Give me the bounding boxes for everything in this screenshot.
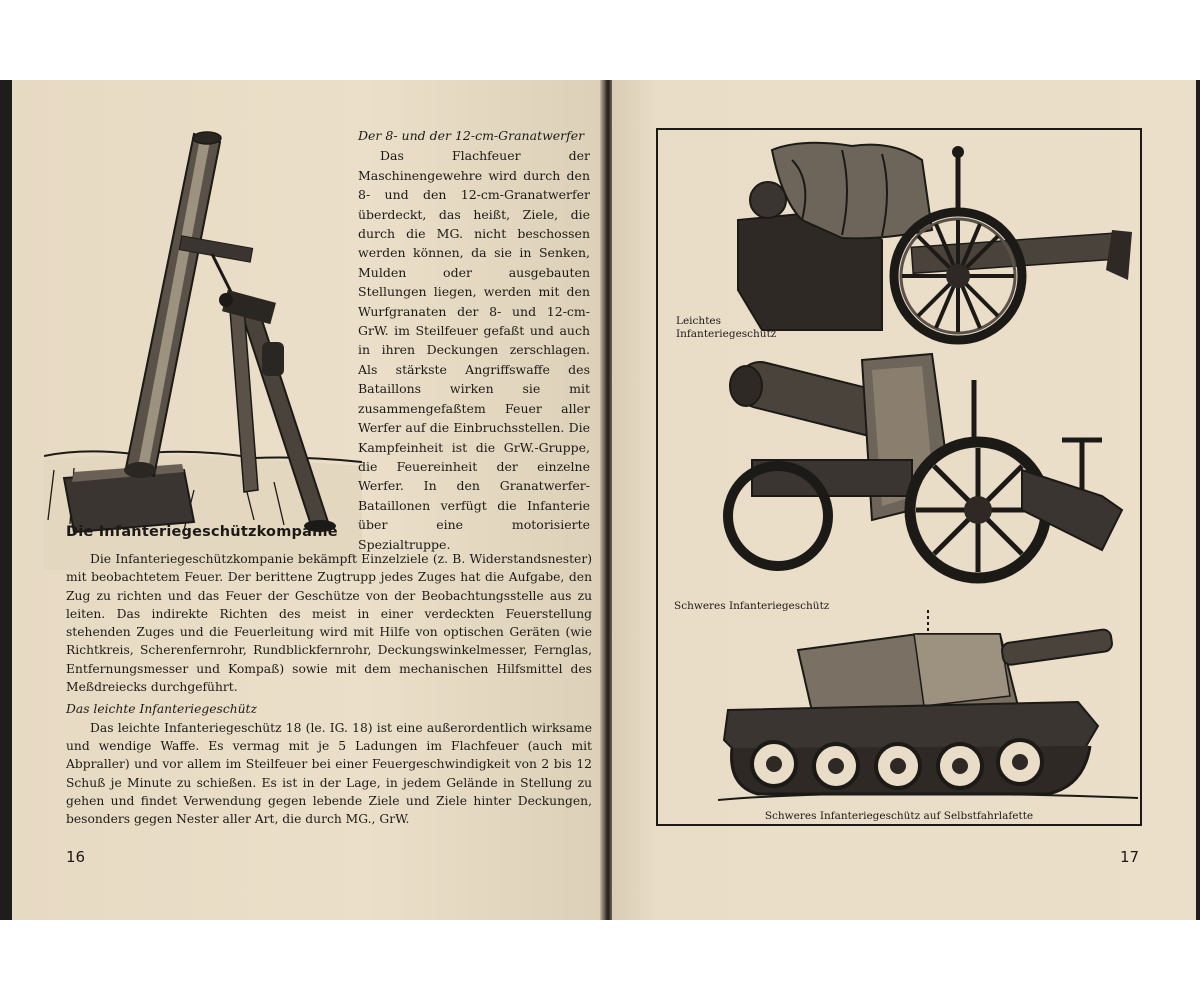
section-heading: Die Infanteriegeschützkompanie <box>66 524 338 540</box>
section-paragraph: Die Infanteriegeschützkompanie bekämpft Einzelziele (z. B. Widerstandsnester) mit beobachtetem Feuer. Der berittene Zugtrupp jedes Zuges hat die Aufgabe, den Zug zu richten und das Feuer der Geschütze von der Beobachtungsstelle aus zu leiten. Das indirekte Richten des meist in einer verdeckten Feuerstellung stehenden Zuges und die Feuerleitung wird mit Hilfe von optischen Geräten (wie Richtkreis, Scherenfernrohr, Rundblickfernrohr, Deckungswinkelmesser, Fernglas, Entfernungsmesser und Kompaß) sowie mit dem mechanischen Hilfsmittel des Meßdreiecks durchgeführt. <box>66 552 592 695</box>
subheading: Das leichte Infanteriegeschütz <box>66 702 257 717</box>
left-page <box>12 80 604 920</box>
caption-heavy-gun: Schweres Infanteriegeschütz <box>674 600 830 612</box>
mortar-illustration <box>44 130 362 570</box>
section-body <box>66 550 592 828</box>
mortar-section-title: Der 8- und der 12-cm-Granatwerfer <box>358 128 585 143</box>
heavy-gun-illustration <box>722 350 1132 600</box>
mortar-section-text: Das Flachfeuer der Maschinengewehre wird durch den 8- und den 12-cm-Granatwerfer überdeckt, das heißt, Ziele, die durch die MG. nicht beschossen werden können, da sie in Senken, Mulden oder ausgebauten Stellungen liegen, werden mit den Wurfgranaten der 8- und 12-cm-GrW. im Steilfeuer gefaßt und auch in ihren Deckungen zerschlagen. Als stärkste Angriffswaffe des Bataillons wirken sie mit zusammengefaßtem Feuer aller Werfer auf die Einbruchsstellen. Die Kampfeinheit ist die GrW.-Gruppe, die Feuereinheit der einzelne Werfer. In den Granatwerfer-Bataillonen verfügt die Infanterie über eine motorisierte Spezialtruppe. <box>358 148 590 552</box>
subsection-paragraph: Das leichte Infanteriegeschütz 18 (le. IG. 18) ist eine außerordentlich wirksame und wendige Waffe. Es vermag mit je 5 Ladungen im Flachfeuer (auch mit Abpraller) und vor allem im Steilfeuer bei einer Feuergeschwindigkeit von 2 bis 12 Schuß je Minute zu schießen. Es ist in der Lage, in jedem Gelände in Stellung zu gehen und findet Verwendung gegen lebende Ziele und Ziele hinter Deckungen, besonders gegen Nester aller Art, die durch MG., GrW. <box>66 720 592 827</box>
page-number-right: 17 <box>1120 848 1140 866</box>
self-propelled-gun-illustration <box>718 610 1138 810</box>
page-number-left: 16 <box>66 848 86 866</box>
right-page <box>612 80 1196 920</box>
book-spread <box>0 80 1200 920</box>
caption-light-gun: Leichtes Infanteriegeschütz <box>676 315 777 340</box>
illustration-frame <box>656 128 1142 826</box>
caption-self-propelled-gun: Schweres Infanteriegeschütz auf Selbstfahrlafette <box>764 810 1034 822</box>
mortar-section <box>358 126 590 554</box>
